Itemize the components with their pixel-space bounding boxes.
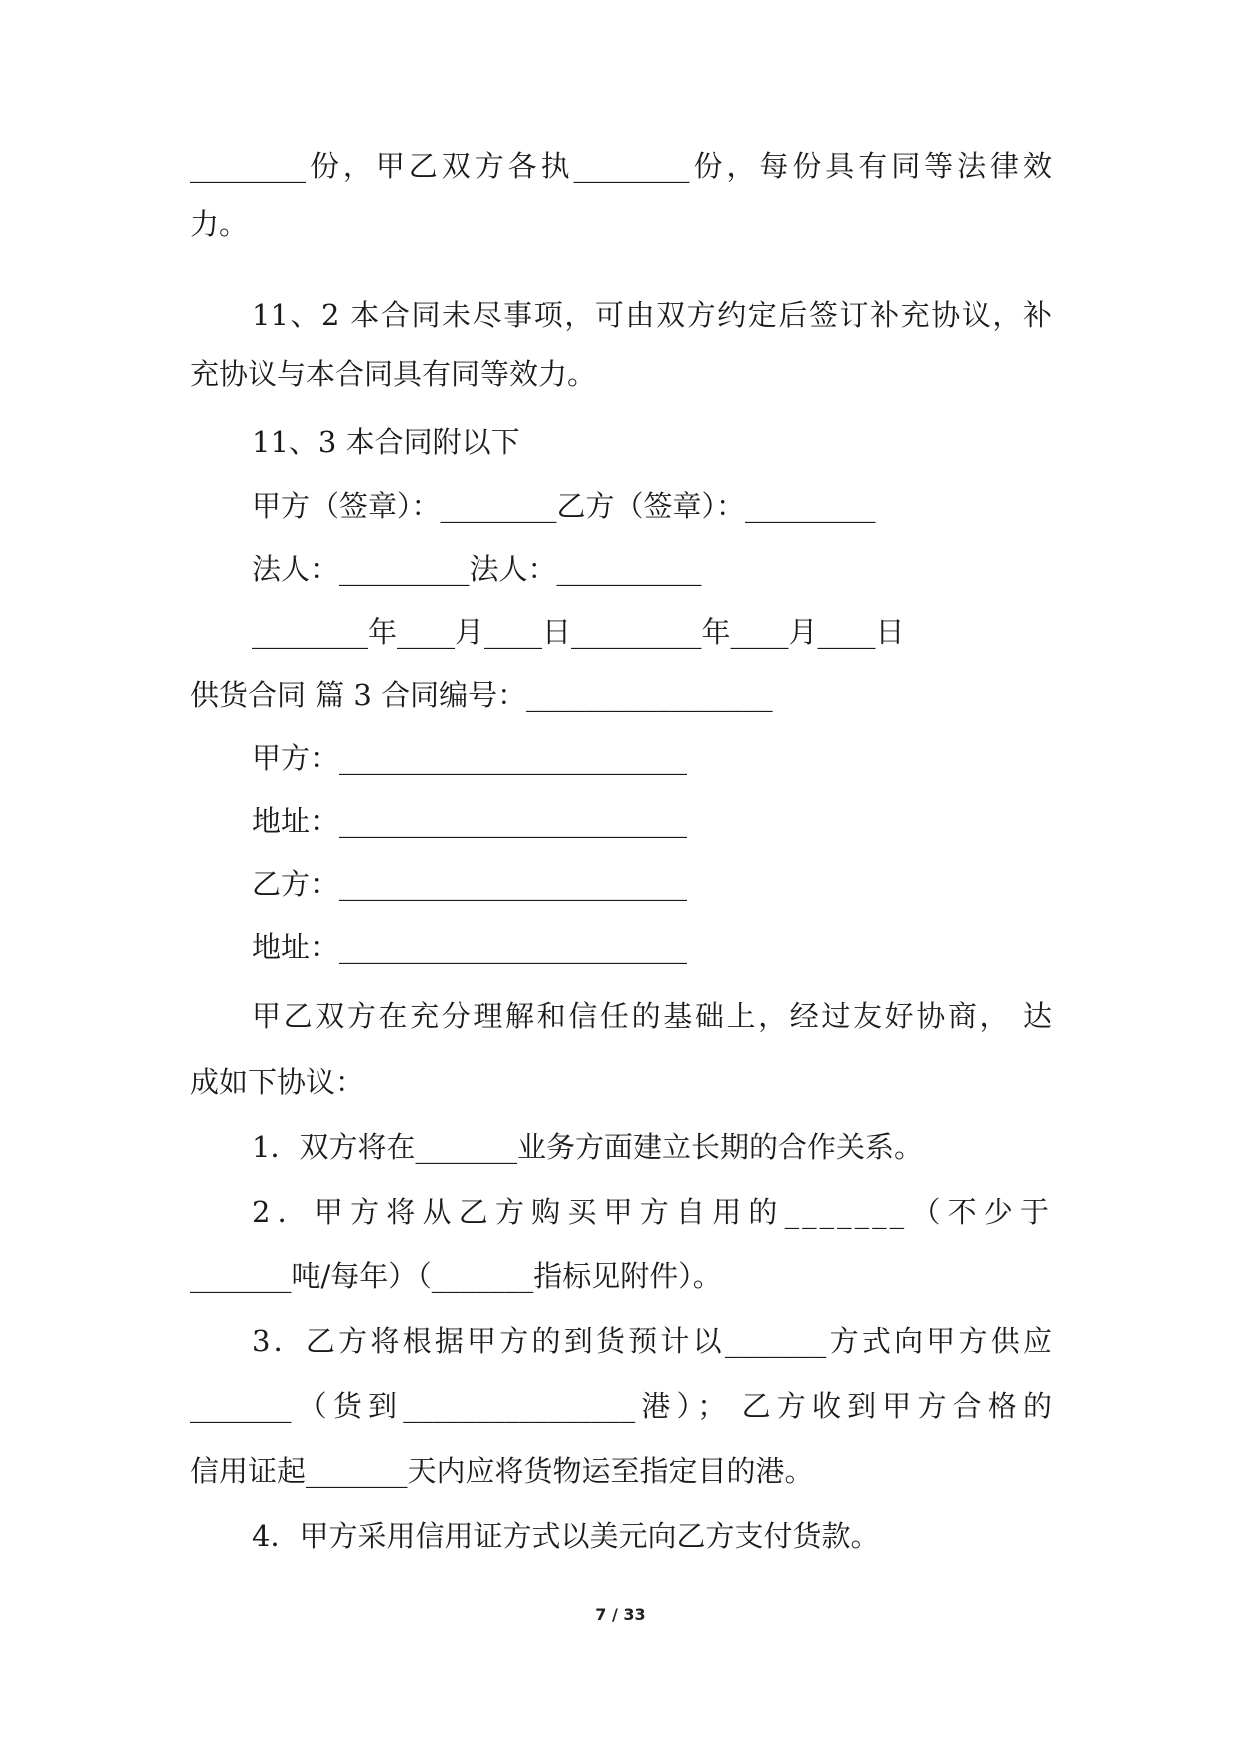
clause-1: 1．双方将在_______业务方面建立长期的合作关系。 [252, 1130, 923, 1164]
section-heading: 供货合同 篇 3 合同编号：_________________ [190, 678, 773, 712]
clause-4: 4．甲方采用信用证方式以美元向乙方支付货款。 [252, 1519, 880, 1553]
text-line: 11、3 本合同附以下 [252, 425, 520, 459]
signature-line: 甲方（签章）：________乙方（签章）：_________ [252, 489, 876, 523]
text-line: 力。 [190, 207, 249, 241]
party-b-field: 乙方：________________________ [252, 867, 688, 901]
date-line: ________年____月____日_________年____月____日 [252, 615, 905, 649]
text-line: _______吨/每年）（_______指标见附件）。 [190, 1259, 722, 1293]
clause-2: 2．甲方将从乙方购买甲方自用的_______（不少于 [252, 1195, 1052, 1229]
text-line: 11、2 本合同未尽事项，可由双方约定后签订补充协议，补 [252, 298, 1052, 332]
text-line: 成如下协议： [190, 1065, 365, 1099]
address-field: 地址：________________________ [252, 930, 688, 964]
page-number: 7 / 33 [595, 1605, 646, 1624]
text-line: ________份，甲乙双方各执________份，每份具有同等法律效 [190, 149, 1052, 183]
legal-person-line: 法人：_________法人：__________ [252, 552, 702, 586]
clause-3: 3．乙方将根据甲方的到货预计以_______方式向甲方供应 [252, 1324, 1052, 1358]
text-line: 充协议与本合同具有同等效力。 [190, 357, 597, 391]
text-line: 信用证起_______天内应将货物运至指定目的港。 [190, 1454, 814, 1488]
text-line: _______（货到________________港）； 乙方收到甲方合格的 [190, 1389, 1052, 1423]
text-line: 甲乙双方在充分理解和信任的基础上，经过友好协商， 达 [252, 999, 1052, 1033]
party-a-field: 甲方：________________________ [252, 741, 688, 775]
address-field: 地址：________________________ [252, 804, 688, 838]
